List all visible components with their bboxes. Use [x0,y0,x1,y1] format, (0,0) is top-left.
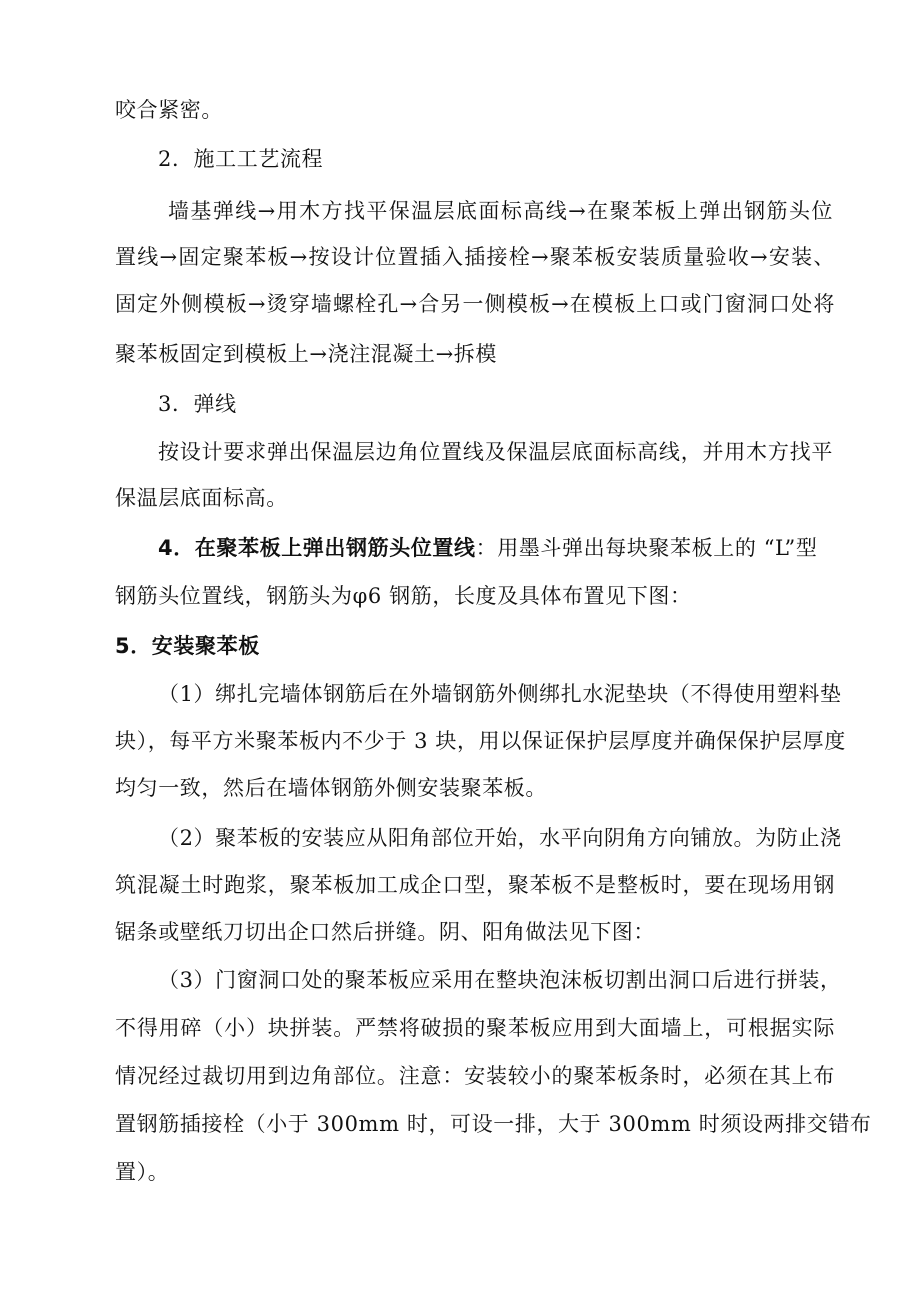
paragraph-line: （2）聚苯板的安装应从阳角部位开始，水平向阴角方向铺放。为防止浇 [158,826,842,850]
section-heading-4-title: 4．在聚苯板上弹出钢筋头位置线 [158,536,476,560]
paragraph-line: 筑混凝土时跑浆，聚苯板加工成企口型，聚苯板不是整板时，要在现场用钢 [115,873,835,897]
paragraph-line: 咬合紧密。 [115,98,223,122]
paragraph-line: 情况经过裁切用到边角部位。注意：安装较小的聚苯板条时，必须在其上布 [115,1064,835,1088]
paragraph-line: 锯条或壁纸刀切出企口然后拼缝。阴、阳角做法见下图： [115,920,655,944]
paragraph-line: 置钢筋插接栓（小于 300mm 时，可设一排，大于 300mm 时须设两排交错布 [115,1112,872,1136]
paragraph-line: （1）绑扎完墙体钢筋后在外墙钢筋外侧绑扎水泥垫块（不得使用塑料垫 [158,682,842,706]
section-heading-2: 2．施工工艺流程 [158,147,324,171]
paragraph-line: 均匀一致，然后在墙体钢筋外侧安装聚苯板。 [115,776,547,800]
paragraph-line: 保温层底面标高。 [115,486,288,510]
paragraph-line: 钢筋头位置线，钢筋头为φ6 钢筋，长度及具体布置见下图： [115,584,692,608]
section-heading-4 [158,534,817,562]
paragraph-line: 墙基弹线→用木方找平保温层底面标高线→在聚苯板上弹出钢筋头位 [168,199,833,223]
paragraph-line: 不得用碎（小）块拼装。严禁将破损的聚苯板应用到大面墙上，可根据实际 [115,1016,835,1040]
paragraph-line: 按设计要求弹出保温层边角位置线及保温层底面标高线，并用木方找平 [158,440,833,464]
paragraph-line: 固定外侧模板→烫穿墙螺栓孔→合另一侧模板→在模板上口或门窗洞口处将 [115,292,835,316]
section-heading-4-text: ：用墨斗弹出每块聚苯板上的 “L”型 [475,536,818,560]
paragraph-line: 块），每平方米聚苯板内不少于 3 块，用以保证保护层厚度并确保保护层厚度 [115,729,846,753]
paragraph-line: 置）。 [115,1160,170,1184]
paragraph-line: （3）门窗洞口处的聚苯板应采用在整块泡沫板切割出洞口后进行拼装， [158,968,842,992]
section-heading-3: 3．弹线 [158,392,237,416]
paragraph-line: 置线→固定聚苯板→按设计位置插入插接栓→聚苯板安装质量验收→安装、 [115,245,835,269]
paragraph-line: 聚苯板固定到模板上→浇注混凝土→拆模 [115,342,497,366]
section-heading-5: 5．安装聚苯板 [115,634,260,658]
